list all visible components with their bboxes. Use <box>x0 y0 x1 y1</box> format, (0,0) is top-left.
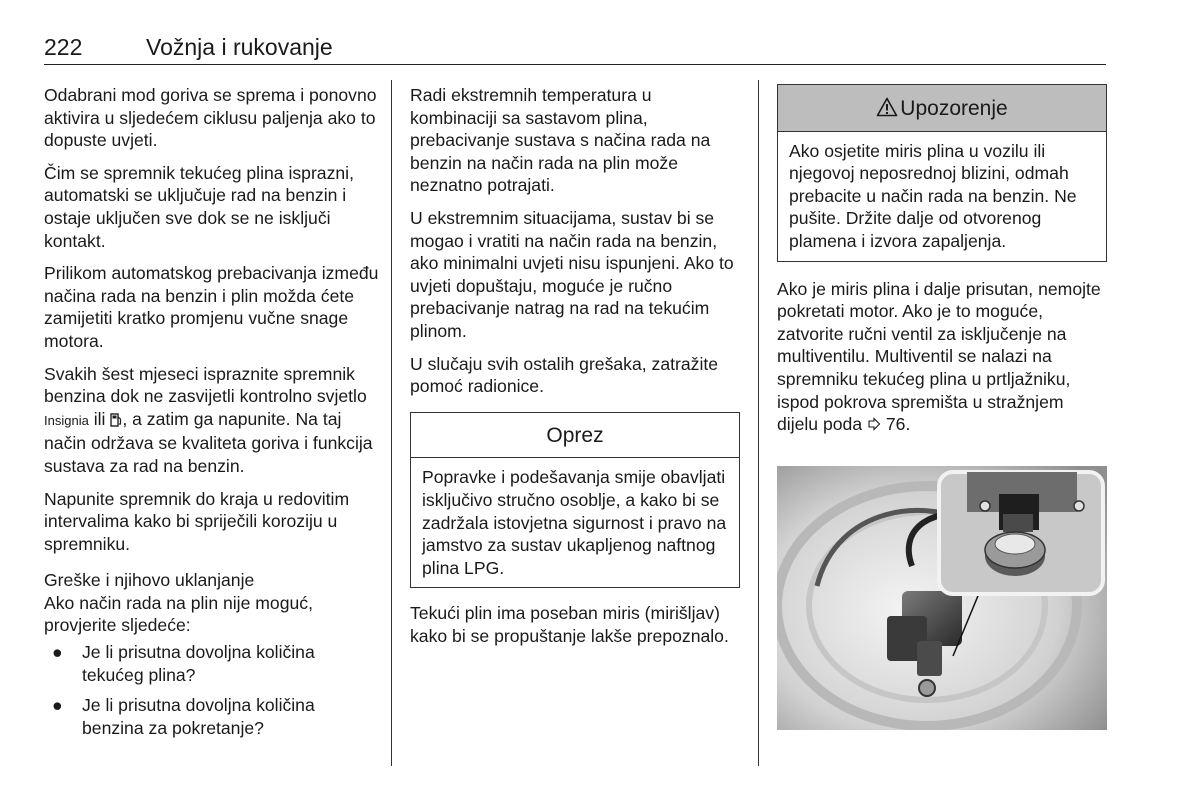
bullet-icon: ● <box>52 695 63 716</box>
warning-text: Ako osjetite miris plina u vozilu ili njegovoj neposrednoj blizini, odmah prebacite u način rada na benzin. Ne pušite. Držite dalje od otvorenog plamena i izvora zapaljenja. <box>789 140 1077 251</box>
model-label: Insignia <box>44 412 89 428</box>
bullet-list <box>44 641 379 739</box>
paragraph: Odabrani mod goriva se sprema i ponovno aktivira u sljedećem ciklusu paljenja ako to dopuste uvjeti. <box>44 85 377 151</box>
column-divider-right <box>758 80 759 766</box>
chapter-title: Vožnja i rukovanje <box>146 34 333 60</box>
page-header <box>44 32 1106 65</box>
paragraph: Tekući plin ima poseban miris (mirišljav) kako bi se propuštanje lakše prepoznalo. <box>410 603 729 646</box>
caution-title: Oprez <box>411 413 739 459</box>
paragraph <box>777 278 1107 436</box>
text-run: Ako je miris plina i dalje prisutan, nemojte pokretati motor. Ako je to moguće, zatvorite ručni ventil za isključenje na multiventilu. Multiventil se nalazi na spremniku tekućeg plina u prtljažniku, ispod pokrova spremišta u stražnjem dijelu poda <box>777 278 1101 435</box>
page-reference[interactable]: 76. <box>881 414 911 435</box>
paragraph <box>44 363 379 478</box>
column-right <box>777 84 1107 446</box>
text-run: Svakih šest mjeseci ispraznite spremnik benzina dok ne zasvijetli kontrolno svjetlo <box>44 363 367 407</box>
paragraph: Čim se spremnik tekućeg plina isprazni, automatski se uključuje rad na benzin i ostaje uključen sve dok se ne isključi kontakt. <box>44 162 354 251</box>
paragraph: Prilikom automatskog prebacivanja između načina rada na benzin i plin možda ćete zamijetiti kratko promjenu vučne snage motora. <box>44 263 379 351</box>
column-left <box>44 84 379 747</box>
page-reference-arrow-icon <box>867 417 881 431</box>
paragraph: Radi ekstremnih temperatura u kombinaciji sa sastavom plina, prebacivanje sustava s načina rada na benzin na način rada na plin može neznatno potrajati. <box>410 85 711 196</box>
caution-text: Popravke i podešavanja smije obavljati isključivo stručno osoblje, a kako bi se zadržala istovjetna sigurnost i pravo na jamstvo za sustav ukapljenog naftnog plina LPG. <box>422 467 727 578</box>
warning-title: Upozorenje <box>900 97 1008 120</box>
list-item <box>44 694 379 739</box>
paragraph: U ekstremnim situacijama, sustav bi se mogao i vratiti na način rada na benzin, ako minimalni uvjeti nisu ispunjeni. Ako to uvjeti dopuštaju, moguće je ručno prebacivanje natrag na rad na tekućim plinom. <box>410 207 734 341</box>
subheading: Greške i njihovo uklanjanje <box>44 570 255 591</box>
paragraph: Napunite spremnik do kraja u redovitim intervalima kako bi spriječili koroziju u spremniku. <box>44 488 350 554</box>
paragraph: Ako način rada na plin nije moguć, provjerite sljedeće: <box>44 592 313 636</box>
text-run: ili <box>88 408 111 429</box>
multivalve-photo <box>777 466 1107 730</box>
caution-box <box>410 412 740 589</box>
multivalve-illustration <box>777 466 1107 730</box>
warning-header <box>778 85 1106 132</box>
column-divider-left <box>391 80 392 766</box>
list-item-text: Je li prisutna dovoljna količina benzina za pokretanje? <box>82 695 315 738</box>
fuel-pump-icon <box>110 413 122 427</box>
warning-triangle-icon <box>876 97 898 117</box>
text-run: , a zatim ga napunite. Na taj način održava se kvaliteta goriva i funkcija sustava za rad na benzin. <box>44 408 373 476</box>
bullet-icon: ● <box>52 642 63 663</box>
column-middle <box>410 84 740 657</box>
warning-box <box>777 84 1107 262</box>
paragraph: U slučaju svih ostalih grešaka, zatražite pomoć radionice. <box>410 353 719 397</box>
page-number: 222 <box>44 34 83 60</box>
list-item <box>44 641 379 686</box>
list-item-text: Je li prisutna dovoljna količina tekućeg plina? <box>82 642 315 685</box>
